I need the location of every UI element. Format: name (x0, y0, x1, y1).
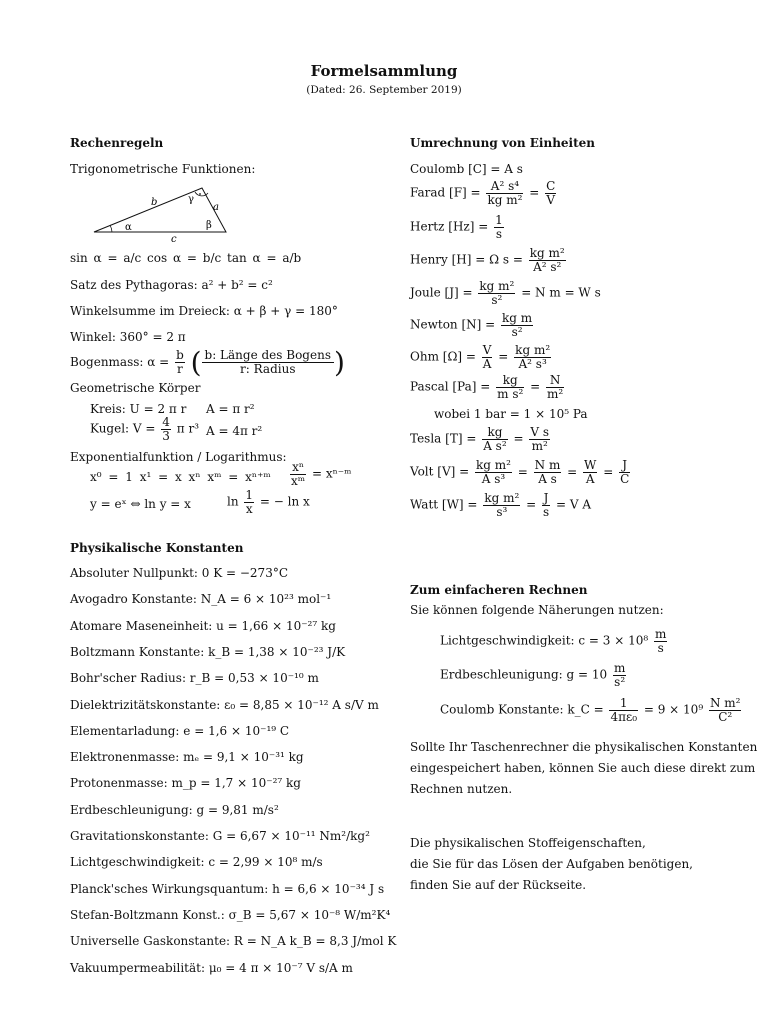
volt-eq: = (563, 464, 582, 479)
kugel-fraction (161, 416, 171, 442)
frac-den: A s (538, 471, 557, 486)
constant-item: Planck'sches Wirkungsquantum: h = 6,6 × 10⁻³⁴ J s (70, 881, 385, 896)
tesla-eq: = (513, 431, 524, 446)
frac-den: s² (491, 292, 503, 307)
frac-num: C (546, 179, 556, 193)
frac-den: r (177, 362, 183, 376)
frac-num: kg (496, 374, 524, 388)
frac-num: J (619, 459, 630, 473)
farad-frac2 (545, 180, 556, 206)
constant-item: Stefan-Boltzmann Konst.: σ_B = 5,67 × 10⁻⁸ W/m²K⁴ (70, 907, 391, 922)
coul-mid: = 9 × 10⁹ (643, 702, 704, 717)
constant-item: Vakuumpermeabilität: μ₀ = 4 π × 10⁻⁷ V s/A m (70, 960, 353, 975)
newton-frac (501, 312, 533, 338)
tesla-frac1 (482, 426, 507, 452)
ohm-frac2 (514, 344, 551, 370)
ln-inverse (227, 489, 310, 515)
pascal-unit (410, 374, 566, 400)
geom-label: Geometrische Körper (70, 381, 201, 395)
frac-num: A² s⁴ (486, 180, 523, 194)
bogen-legend (202, 349, 334, 376)
trig-label: Trigonometrische Funktionen: (70, 162, 256, 176)
exp-fraction (290, 461, 306, 487)
watt-unit (410, 492, 591, 518)
watt-frac1 (483, 492, 520, 518)
farad-unit (410, 180, 558, 206)
winkelsumme: Winkelsumme im Dreieck: α + β + γ = 180° (70, 304, 338, 318)
ohm-eq: = (498, 349, 509, 364)
exp-ln: y = eˣ ⇔ ln y = x (90, 497, 191, 511)
henry-frac (529, 247, 566, 273)
ohm-label: Ohm [Ω] = (410, 349, 476, 364)
constant-item: Elektronenmasse: mₑ = 9,1 × 10⁻³¹ kg (70, 750, 304, 765)
frac-num: kg m² (476, 458, 511, 472)
tesla-label: Tesla [T] = (410, 431, 477, 446)
constant-item: Bohr'scher Radius: r_B = 0,53 × 10⁻¹⁰ m (70, 671, 319, 686)
frac-num: W (584, 458, 597, 472)
joule-rest: = N m = W s (521, 285, 601, 300)
coulomb-approx (440, 697, 743, 723)
frac-num: V s (530, 425, 550, 439)
newton-unit (410, 312, 535, 338)
henry-unit (410, 247, 568, 273)
volt-unit (410, 459, 632, 485)
bogen-den: r: Radius (240, 362, 296, 376)
ln-label: ln (227, 494, 239, 509)
frac-num: N (546, 374, 564, 388)
frac-num: kg m² (529, 246, 565, 260)
joule-unit (410, 280, 601, 306)
label-c: c (171, 234, 177, 242)
constant-item: Absoluter Nullpunkt: 0 K = −273°C (70, 566, 289, 580)
pascal-eq: = (530, 379, 541, 394)
exp-division (288, 461, 352, 487)
henry-label: Henry [H] = Ω s = (410, 252, 523, 267)
constant-item: Universelle Gaskonstante: R = N_A k_B = 8,3 J/mol K (70, 934, 397, 949)
frac-num: 1 (495, 213, 503, 227)
newton-label: Newton [N] = (410, 317, 496, 332)
date-line: (Dated: 26. September 2019) (306, 84, 462, 96)
pythagoras: Satz des Pythagoras: a² + b² = c² (70, 278, 273, 292)
paren-left: ( (190, 346, 202, 379)
frac-num: 4 (162, 415, 170, 429)
volt-frac (475, 459, 512, 485)
hertz-unit (410, 214, 506, 240)
frac-den: s² (614, 674, 626, 689)
volt-fractions (473, 458, 632, 486)
bar-note: wobei 1 bar = 1 × 10⁵ Pa (434, 407, 588, 421)
frac-num: N m (534, 458, 561, 472)
bogen-num: b: Länge des Bogens (202, 349, 334, 363)
expo-label: Exponentialfunktion / Logarithmus: (70, 450, 287, 464)
frac-den: x (245, 501, 253, 516)
frac-num: kg (482, 426, 507, 440)
frac-num: kg m² (484, 491, 520, 505)
frac-den: s (495, 226, 503, 241)
farad-frac1 (486, 180, 523, 206)
constant-item: Atomare Maseneinheit: u = 1,66 × 10⁻²⁷ kg (70, 618, 336, 633)
volt-frac (534, 459, 562, 485)
watt-label: Watt [W] = (410, 497, 478, 512)
licht-label: Lichtgeschwindigkeit: c = 3 × 10⁸ (440, 633, 649, 648)
frac-den: s² (511, 324, 523, 339)
ohm-unit (410, 344, 553, 370)
kugel-label: Kugel: V = (90, 421, 156, 436)
section-umrechnung: Umrechnung von Einheiten (410, 136, 596, 150)
frac-num: kg m (502, 311, 533, 325)
label-alpha: α (125, 222, 132, 233)
para2-line1: Die physikalischen Stoffeigenschaften, (410, 836, 646, 850)
hertz-label: Hertz [Hz] = (410, 219, 489, 234)
frac-den: s (657, 640, 664, 655)
erd-label: Erdbeschleunigung: g = 10 (440, 667, 608, 682)
licht-approx (440, 628, 669, 654)
frac-den: V (546, 192, 556, 207)
frac-den: A s² (483, 438, 507, 453)
constant-item: Boltzmann Konstante: k_B = 1,38 × 10⁻²³ J/K (70, 644, 346, 659)
licht-frac (654, 628, 667, 654)
pascal-label: Pascal [Pa] = (410, 379, 491, 394)
frac-num: N m² (709, 696, 741, 710)
ln-fraction (244, 489, 254, 515)
constant-item: Dielektrizitätskonstante: ε₀ = 8,85 × 10⁻¹² A s/V m (70, 697, 379, 712)
para1-line2: eingespeichert haben, können Sie auch diese direkt zum (410, 761, 756, 775)
kugel-rest: π r³ (176, 421, 199, 436)
naeherungen: Sie können folgende Näherungen nutzen: (410, 603, 664, 617)
section-einfach: Zum einfacheren Rechnen (410, 583, 588, 597)
label-a: a (213, 202, 219, 213)
watt-rest: = V A (556, 497, 592, 512)
kreis: Kreis: U = 2 π r (90, 402, 187, 416)
frac-num: m (613, 661, 626, 675)
volt-eq: = (599, 464, 618, 479)
section-phys-const: Physikalische Konstanten (70, 541, 244, 555)
coul-frac2 (709, 697, 742, 723)
frac-num: xⁿ (290, 461, 306, 475)
frac-den: m s² (497, 386, 524, 401)
exp-frac-rest: = xⁿ⁻ᵐ (311, 466, 352, 481)
frac-den: s³ (496, 504, 508, 519)
watt-eq: = (526, 497, 537, 512)
bogenmass-label: Bogenmass: α = (70, 355, 170, 369)
erd-frac (613, 662, 626, 688)
constant-item: Erdbeschleunigung: g = 9,81 m/s² (70, 802, 279, 817)
bogenmass (70, 346, 345, 379)
frac-den: xᵐ (291, 473, 306, 488)
frac-num: V (482, 343, 492, 357)
frac-num: m (655, 627, 667, 641)
joule-frac (478, 280, 515, 306)
frac-den: C² (718, 709, 733, 724)
erd-approx (440, 662, 628, 688)
paren-right: ) (333, 346, 345, 379)
para1-line3: Rechnen nutzen. (410, 782, 513, 796)
label-b: b (151, 197, 158, 208)
frac-den: A² s² (533, 259, 562, 274)
pascal-frac2 (546, 374, 564, 400)
winkel: Winkel: 360° = 2 π (70, 330, 186, 344)
section-rechenregeln: Rechenregeln (70, 136, 164, 150)
trig-formulas: sin α = a/c cos α = b/c tan α = a/b (70, 251, 302, 265)
coul-frac1 (609, 697, 638, 723)
frac-num: b (176, 348, 184, 363)
volt-frac (583, 459, 597, 485)
frac-num: 1 (609, 697, 638, 711)
ln-rest: = − ln x (259, 494, 310, 509)
ohm-frac1 (482, 344, 493, 370)
hertz-frac (494, 214, 504, 240)
constant-item: Lichtgeschwindigkeit: c = 2,99 × 10⁸ m/s (70, 855, 323, 870)
page-title: Formelsammlung (310, 62, 458, 80)
joule-label: Joule [J] = (410, 285, 473, 300)
watt-frac2 (542, 492, 550, 518)
para2-line2: die Sie für das Lösen der Aufgaben benötigen, (410, 857, 693, 871)
frac-den: s (543, 504, 550, 519)
frac-den: m² (547, 386, 564, 401)
coulomb-unit: Coulomb [C] = A s (410, 162, 523, 176)
frac-den: 3 (162, 428, 170, 443)
coul-label: Coulomb Konstante: k_C = (440, 702, 604, 717)
constant-item: Gravitationskonstante: G = 6,67 × 10⁻¹¹ Nm²/kg² (70, 829, 370, 843)
constant-item: Elementarladung: e = 1,6 × 10⁻¹⁹ C (70, 723, 290, 738)
frac-num: kg m² (515, 343, 551, 357)
volt-label: Volt [V] = (410, 464, 470, 479)
volt-frac (619, 459, 630, 485)
frac-den: A (585, 471, 595, 486)
frac-den: A (482, 356, 492, 371)
frac-num: J (543, 491, 549, 505)
constant-item: Protonenmasse: m_p = 1,7 × 10⁻²⁷ kg (70, 776, 301, 791)
frac-num: 1 (245, 488, 254, 502)
tesla-unit (410, 426, 552, 452)
para1-line1: Sollte Ihr Taschenrechner die physikalischen Konstanten (410, 740, 758, 754)
farad-label: Farad [F] = (410, 185, 481, 200)
frac-num: kg m² (479, 279, 515, 293)
label-beta: β (206, 220, 212, 231)
kugel (90, 416, 199, 442)
exp-rules: x⁰ = 1 x¹ = x xⁿ xᵐ = xⁿ⁺ᵐ (90, 470, 271, 484)
frac-den: 4πε₀ (610, 709, 638, 724)
pascal-frac1 (496, 374, 524, 400)
frac-den: A² s³ (518, 356, 547, 371)
frac-den: m² (531, 438, 548, 453)
frac-den: C (620, 471, 630, 486)
para2-line3: finden Sie auf der Rückseite. (410, 878, 587, 892)
volt-eq: = (513, 464, 532, 479)
farad-eq: = (529, 185, 540, 200)
kreis-area: A = π r² (206, 402, 255, 416)
kugel-area: A = 4π r² (206, 424, 263, 438)
constant-item: Avogadro Konstante: N_A = 6 × 10²³ mol⁻¹ (70, 592, 332, 607)
bogenmass-fraction (175, 349, 185, 375)
frac-den: kg m² (487, 192, 523, 207)
tesla-frac2 (529, 426, 550, 452)
triangle-diagram (90, 180, 240, 242)
frac-den: A s³ (481, 471, 506, 486)
label-gamma: γ (188, 194, 194, 205)
